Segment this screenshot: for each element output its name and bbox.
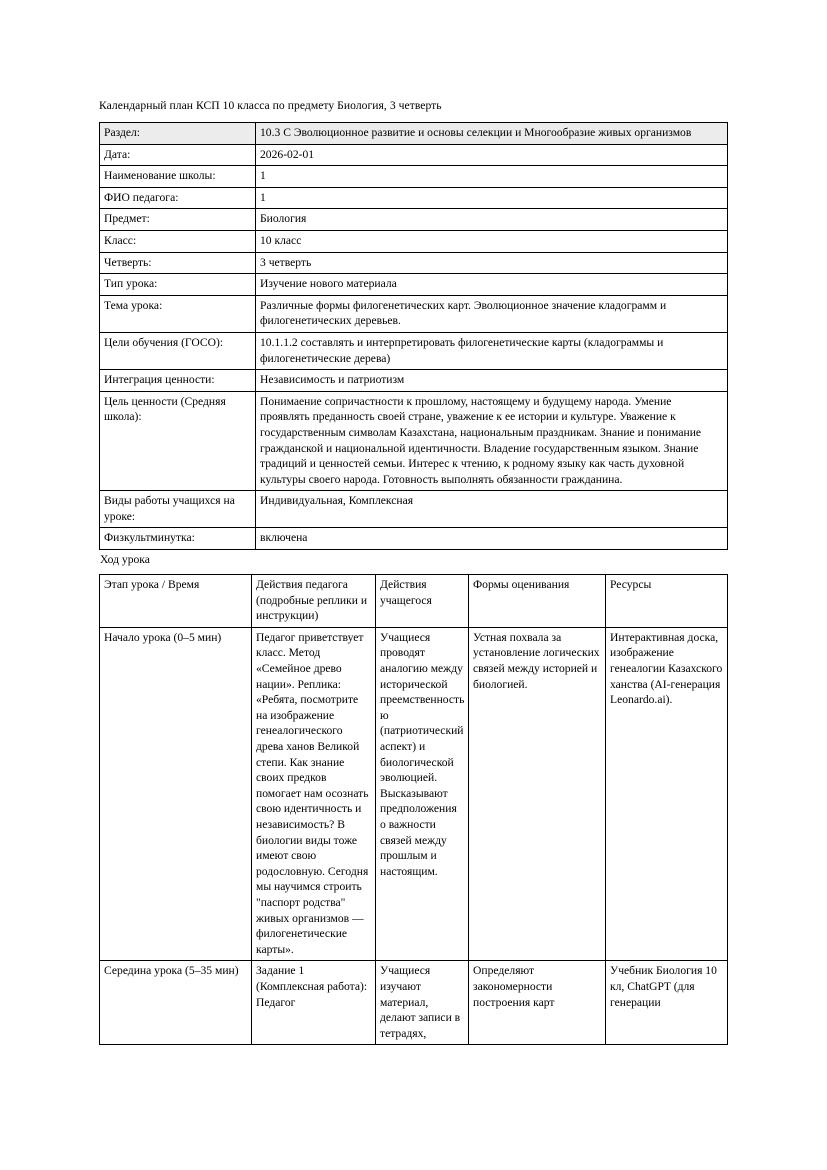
page-title: Календарный план КСП 10 класса по предмету Биология, 3 четверть	[99, 99, 442, 112]
info-label-subject: Предмет:	[100, 209, 256, 231]
table-row	[100, 370, 728, 392]
info-value-work-types: Индивидуальная, Комплексная	[256, 491, 728, 528]
col-header-stage: Этап урока / Время	[100, 575, 252, 628]
info-label-lesson-type: Тип урока:	[100, 274, 256, 296]
cell-stage: Начало урока (0–5 мин)	[100, 627, 252, 960]
info-value-grade: 10 класс	[256, 230, 728, 252]
cell-student-actions: Учащиеся изучают материал, делают записи в тетрадях,	[376, 961, 469, 1045]
info-value-teacher: 1	[256, 187, 728, 209]
cell-assessment: Устная похвала за установление логических связей между историей и биологией.	[469, 627, 606, 960]
info-value-subject: Биология	[256, 209, 728, 231]
info-label-data: Дата:	[100, 144, 256, 166]
info-value-value-goal: Понимаение сопричастности к прошлому, настоящему и будущему народа. Умение проявлять преданность своей стране, уважение к ее истории и культуре. Уважение к государственным символам Казахстана, национальным праздникам. Знание и понимание гражданской и национальной идентичности. Владение государственным языком. Знание традиций и ценностей семьи. Интерес к чтению, к родному языку как часть духовной культуры своего народа. Готовность выполнять обязанности гражданина.	[256, 391, 728, 491]
info-label-quarter: Четверть:	[100, 252, 256, 274]
info-label-topic: Тема урока:	[100, 295, 256, 332]
table-row	[100, 332, 728, 369]
col-header-teacher-actions: Действия педагога (подробные реплики и инструкции)	[252, 575, 376, 628]
info-value-lesson-type: Изучение нового материала	[256, 274, 728, 296]
table-row	[100, 209, 728, 231]
table-row	[100, 491, 728, 528]
cell-stage: Середина урока (5–35 мин)	[100, 961, 252, 1045]
info-value-topic: Различные формы филогенетических карт. Эволюционное значение кладограмм и филогенетических деревьев.	[256, 295, 728, 332]
cell-teacher-actions: Педагог приветствует класс. Метод «Семейное древо нации». Реплика: «Ребята, посмотрите на изображение генеалогического древа ханов Великой степи. Как знание своих предков помогает нам осознать свою идентичность и независимость? В биологии виды тоже имеют свою родословную. Сегодня мы научимся строить "паспорт родства" живых организмов — филогенетические карты».	[252, 627, 376, 960]
info-value-goals: 10.1.1.2 составлять и интерпретировать филогенетические карты (кладограммы и филогенетические дерева)	[256, 332, 728, 369]
cell-teacher-actions: Задание 1 (Комплексная работа): Педагог	[252, 961, 376, 1045]
table-row	[100, 627, 728, 960]
col-header-assessment-forms: Формы оценивания	[469, 575, 606, 628]
table-row	[100, 961, 728, 1045]
table-row	[100, 230, 728, 252]
info-value-school: 1	[256, 166, 728, 188]
info-label-teacher: ФИО педагога:	[100, 187, 256, 209]
info-label-value-integration: Интеграция ценности:	[100, 370, 256, 392]
info-label-work-types: Виды работы учащихся на уроке:	[100, 491, 256, 528]
table-row	[100, 123, 728, 145]
table-header-row	[100, 575, 728, 628]
table-row	[100, 144, 728, 166]
cell-resources: Учебник Биология 10 кл, ChatGPT (для генерации	[606, 961, 728, 1045]
lesson-flow-body	[100, 627, 728, 1044]
info-label-razdel: Раздел:	[100, 123, 256, 145]
info-value-data: 2026-02-01	[256, 144, 728, 166]
info-value-quarter: 3 четверть	[256, 252, 728, 274]
table-row	[100, 274, 728, 296]
table-row	[100, 391, 728, 491]
lesson-info-body	[100, 123, 728, 550]
lesson-flow-table	[99, 574, 728, 1045]
info-label-school: Наименование школы:	[100, 166, 256, 188]
table-row	[100, 295, 728, 332]
cell-student-actions: Учащиеся проводят аналогию между исторической преемственностью (патриотический аспект) и биологической эволюцией. Высказывают предположения о важности связей между прошлым и настоящим.	[376, 627, 469, 960]
lesson-flow-head	[100, 575, 728, 628]
info-label-goals: Цели обучения (ГОСО):	[100, 332, 256, 369]
cell-assessment: Определяют закономерности построения карт	[469, 961, 606, 1045]
col-header-resources: Ресурсы	[606, 575, 728, 628]
info-label-fizminutka: Физкультминутка:	[100, 528, 256, 550]
info-label-value-goal: Цель ценности (Средняя школа):	[100, 391, 256, 491]
table-row	[100, 252, 728, 274]
lesson-info-table	[99, 122, 728, 550]
table-row	[100, 528, 728, 550]
info-label-grade: Класс:	[100, 230, 256, 252]
col-header-student-actions: Действия учащегося	[376, 575, 469, 628]
info-value-fizminutka: включена	[256, 528, 728, 550]
section-heading-lesson-flow: Ход урока	[100, 553, 150, 567]
info-value-razdel: 10.3 C Эволюционное развитие и основы селекции и Многообразие живых организмов	[256, 123, 728, 145]
cell-resources: Интерактивная доска, изображение генеалогии Казахского ханства (AI-генерация Leonardo.ai).	[606, 627, 728, 960]
info-value-value-integration: Независимость и патриотизм	[256, 370, 728, 392]
table-row	[100, 187, 728, 209]
table-row	[100, 166, 728, 188]
